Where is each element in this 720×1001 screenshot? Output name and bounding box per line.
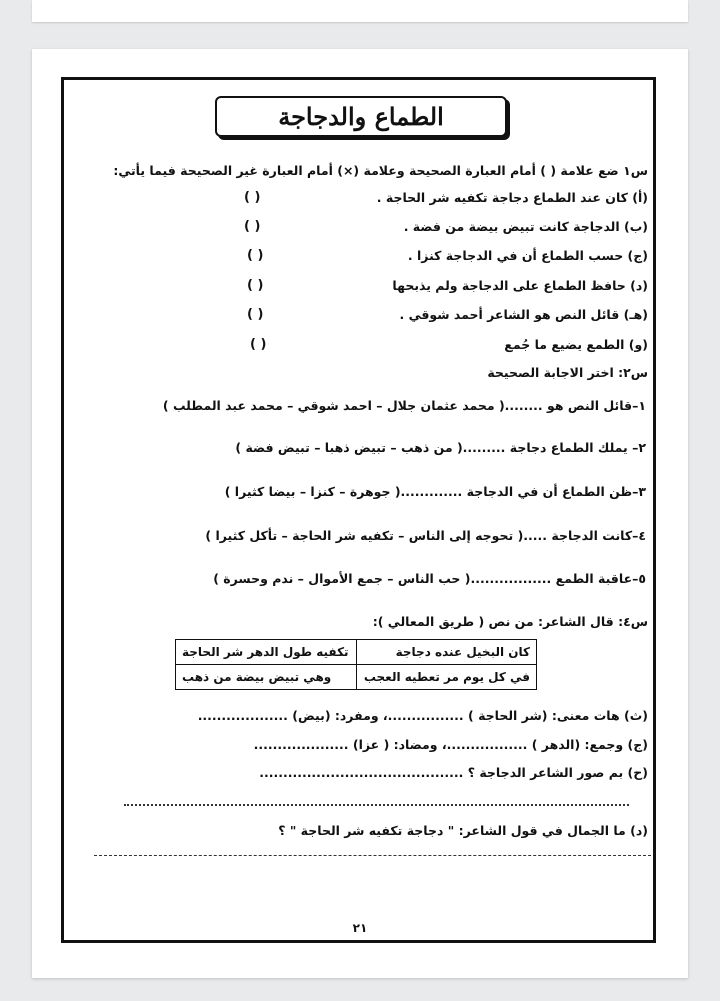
- q4-item: (ج) وجمع: (الدهر ) .................، ومضاد: ( عزا) ....................: [253, 737, 648, 752]
- poem-row: [176, 640, 537, 665]
- poem-first-half: في كل يوم مر تعطيه العجب: [356, 665, 536, 690]
- q1-instruction: س١ ضع علامة ( ) أمام العبارة الصحيحة وعلامة (×) أمام العبارة غير الصحيحة فيما يأتي:: [113, 163, 648, 178]
- q1-item: (د) حافظ الطماع على الدجاجة ولم يذبحها: [392, 278, 648, 293]
- q1-answer-bracket[interactable]: ( ): [244, 219, 261, 234]
- q1-answer-bracket[interactable]: ( ): [244, 190, 261, 205]
- q1-item: (أ) كان عند الطماع دجاجة تكفيه شر الحاجة .: [376, 190, 648, 205]
- q2-item: ٣–ظن الطماع أن في الدجاجة .............( جوهرة – كنزا – بيضا كثيرا ): [224, 484, 646, 499]
- q4-item: (ث) هات معنى: (شر الحاجة ) ................، ومفرد: (بيض) ...................: [197, 708, 648, 723]
- answer-dotted-line: [124, 804, 629, 806]
- q2-item: ٥–عاقبة الطمع .................( حب الناس – جمع الأموال – ندم وحسرة ): [213, 571, 646, 586]
- q1-item: (ج) حسب الطماع أن في الدجاجة كنزا .: [407, 248, 648, 263]
- page-title: الطماع والدجاجة: [215, 96, 507, 137]
- worksheet-page: [32, 49, 688, 978]
- q1-answer-bracket[interactable]: ( ): [247, 278, 264, 293]
- q1-answer-bracket[interactable]: ( ): [247, 307, 264, 322]
- q4-instruction: س٤: قال الشاعر: من نص ( طريق المعالي ):: [372, 614, 648, 629]
- previous-page-edge: [32, 0, 688, 22]
- q4-item: (ح) بم صور الشاعر الدجاجة ؟ ...........................................: [259, 765, 648, 780]
- q2-item: ٤–كانت الدجاجة .....( تحوجه إلى الناس – تكفيه شر الحاجة – تأكل كثيرا ): [205, 528, 646, 543]
- q1-item: (ب) الدجاجة كانت تبيض بيضة من فضة .: [403, 219, 648, 234]
- poem-table: [175, 639, 537, 690]
- q1-item: (و) الطمع يضيع ما جُمع: [504, 337, 648, 352]
- q1-item: (هـ) قائل النص هو الشاعر أحمد شوقي .: [399, 307, 648, 322]
- q2-item: ٢– يملك الطماع دجاجة .........( من ذهب – تبيض ذهبا – تبيض فضة ): [235, 440, 646, 455]
- q2-item: ١–قائل النص هو ........( محمد عثمان جلال – احمد شوقي – محمد عبد المطلب ): [162, 398, 646, 413]
- q2-instruction: س٢: اختر الاجابة الصحيحة: [487, 365, 648, 380]
- answer-dashed-line: [94, 855, 651, 856]
- q1-answer-bracket[interactable]: ( ): [247, 248, 264, 263]
- poem-second-half: تكفيه طول الدهر شر الحاجة: [176, 640, 357, 665]
- q1-answer-bracket[interactable]: ( ): [250, 337, 267, 352]
- q4-item: (د) ما الجمال في قول الشاعر: " دجاجة تكفيه شر الحاجة " ؟: [278, 823, 648, 838]
- page-number: ٢١: [352, 921, 368, 935]
- poem-row: [176, 665, 537, 690]
- poem-second-half: وهي تبيض بيضة من ذهب: [176, 665, 357, 690]
- poem-first-half: كان البخيل عنده دجاجة: [356, 640, 536, 665]
